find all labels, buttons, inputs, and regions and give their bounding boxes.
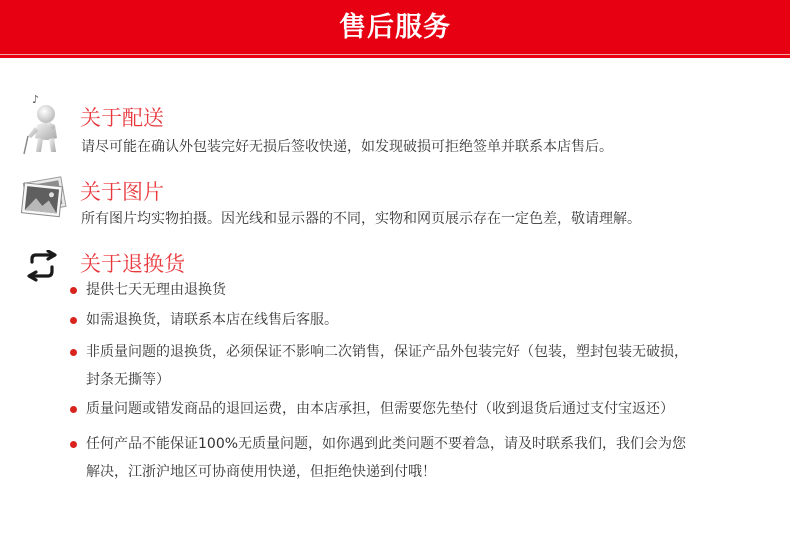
bullet-dot <box>70 349 77 356</box>
pictures-section <box>0 172 790 234</box>
returns-item-5-line-2: 解决，江浙沪地区可协商使用快递，但拒绝快递到付哦！ <box>86 464 436 480</box>
banner-divider <box>0 54 790 55</box>
page-title: 售后服务 <box>339 12 451 43</box>
person-thinking-icon <box>20 92 68 156</box>
delivery-description: 请尽可能在确认外包装完好无损后签收快递，如发现破损可拒绝签单并联系本店售后。 <box>81 139 613 155</box>
delivery-section <box>0 92 790 162</box>
pictures-description: 所有图片均实物拍摄。因光线和显示器的不同，实物和网页展示存在一定色差，敬请理解。 <box>81 211 641 227</box>
photos-icon <box>18 174 70 220</box>
bullet-dot <box>70 317 77 324</box>
exchange-arrows-icon <box>24 250 60 282</box>
header-banner <box>0 0 790 58</box>
returns-title: 关于退换货 <box>80 252 185 276</box>
returns-item-4: 质量问题或错发商品的退回运费，由本店承担，但需要您先垫付（收到退货后通过支付宝返还） <box>86 401 674 417</box>
pictures-title: 关于图片 <box>80 180 164 204</box>
returns-item-5-line-1: 任何产品不能保证100%无质量问题，如你遇到此类问题不要着急，请及时联系我们，我们会为您 <box>86 436 687 452</box>
bullet-dot <box>70 406 77 413</box>
returns-item-3-line-1: 非质量问题的退换货，必须保证不影响二次销售，保证产品外包装完好（包装，塑封包装无破损， <box>86 344 688 360</box>
returns-section-header <box>0 244 790 278</box>
svg-text:♪: ♪ <box>32 93 40 106</box>
returns-item-1: 提供七天无理由退换货 <box>86 282 226 298</box>
returns-item-2: 如需退换货，请联系本店在线售后客服。 <box>86 312 338 328</box>
returns-item-3-line-2: 封条无撕等） <box>86 372 170 388</box>
bullet-dot <box>70 287 77 294</box>
bullet-dot <box>70 441 77 448</box>
delivery-title: 关于配送 <box>80 106 164 130</box>
